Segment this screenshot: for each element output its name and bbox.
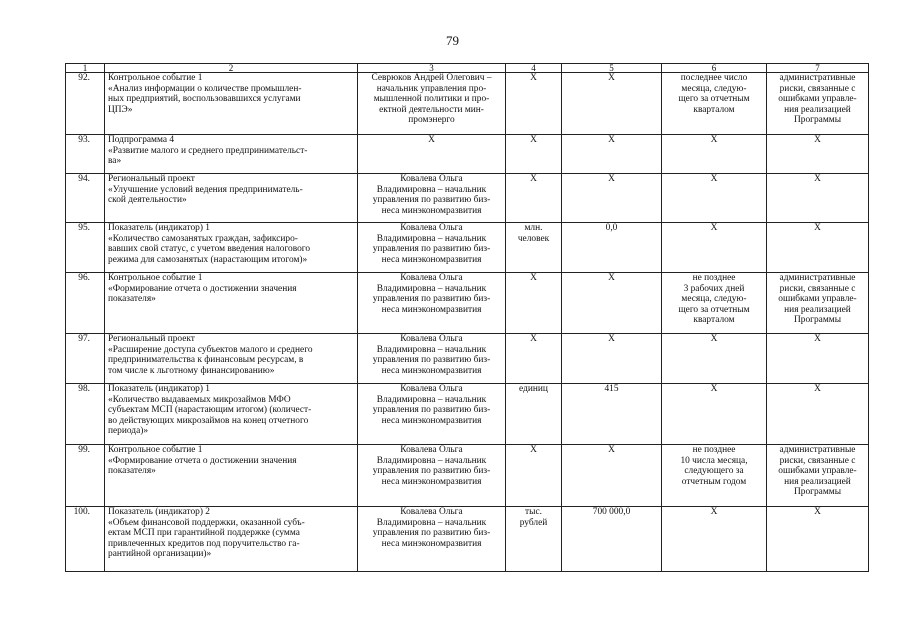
cell-line: «Формирование отчета о достижении значения	[108, 283, 297, 294]
deadline-cell	[662, 334, 767, 384]
cell-line: показателя»	[108, 294, 156, 305]
table-row	[66, 334, 869, 384]
cell-line: ской деятельности»	[108, 195, 187, 206]
header-cell: 4	[506, 64, 562, 73]
header-cell: 1	[66, 64, 105, 73]
cell-line: Ковалева Ольга	[400, 223, 463, 233]
value-cell	[562, 334, 662, 384]
header-cell: 7	[767, 64, 869, 73]
cell-line: X	[710, 507, 718, 517]
cell-line: 3 рабочих дней	[683, 283, 745, 294]
unit-cell	[506, 384, 562, 445]
cell-line: риски, связанные с	[779, 83, 856, 94]
responsible-cell	[358, 507, 506, 572]
cell-line: X	[710, 223, 718, 233]
cell-line: X	[814, 384, 821, 394]
responsible-cell	[358, 73, 506, 135]
table-row	[66, 135, 869, 174]
event-name-cell	[105, 334, 358, 384]
cell-line: Владимировна – начальник	[376, 184, 487, 195]
cell-line: X	[530, 135, 537, 145]
value-cell	[562, 507, 662, 572]
cell-line: риски, связанные с	[779, 283, 856, 294]
cell-line: неса минэкономразвития	[381, 205, 482, 216]
cell-line: рублей	[519, 517, 548, 528]
cell-line: 0,0	[605, 223, 618, 233]
cell-line: 415	[604, 384, 619, 394]
table-row	[66, 445, 869, 507]
cell-line: административные	[779, 73, 856, 83]
cell-line: Региональный проект	[108, 334, 195, 344]
value-cell	[562, 135, 662, 174]
cell-line: ва»	[108, 156, 122, 167]
unit-cell	[506, 273, 562, 334]
cell-line: ных предприятий, воспользовавшихся услугами	[108, 94, 301, 105]
responsible-cell	[358, 273, 506, 334]
event-name-cell	[105, 174, 358, 223]
cell-line: Ковалева Ольга	[400, 174, 463, 184]
cell-line: Ковалева Ольга	[400, 507, 463, 517]
value-cell	[562, 73, 662, 135]
cell-line: X	[710, 334, 718, 344]
cell-line: управления по развитию биз-	[372, 466, 491, 477]
cell-line: рантийной организации)»	[108, 549, 212, 560]
cell-line: управления по развитию биз-	[372, 528, 491, 539]
table-row	[66, 174, 869, 223]
row-number: 93.	[66, 135, 105, 174]
row-number: 92.	[66, 73, 105, 135]
cell-line: ния реализацией	[784, 304, 851, 315]
cell-line: X	[710, 135, 718, 145]
cell-line: неса минэкономразвития	[381, 365, 482, 376]
deadline-cell	[662, 73, 767, 135]
risk-cell	[767, 73, 869, 135]
cell-line: единиц	[519, 384, 548, 394]
cell-line: вавших свой статус, с учетом введения налогового	[108, 244, 311, 255]
unit-cell	[506, 445, 562, 507]
cell-line: X	[530, 334, 537, 344]
cell-line: не позднее	[692, 273, 736, 283]
cell-line: млн.	[524, 223, 543, 233]
cell-line: Контрольное событие 1	[108, 73, 203, 83]
risk-cell	[767, 507, 869, 572]
risk-cell	[767, 334, 869, 384]
header-cell: 6	[662, 64, 767, 73]
row-number: 94.	[66, 174, 105, 223]
cell-line: X	[608, 135, 615, 145]
cell-line: Ковалева Ольга	[400, 384, 463, 394]
row-number: 96.	[66, 273, 105, 334]
row-number: 100.	[66, 507, 105, 572]
cell-line: X	[530, 73, 537, 83]
cell-line: неса минэкономразвития	[381, 538, 482, 549]
cell-line: тыс.	[525, 507, 542, 517]
cell-line: Владимировна – начальник	[376, 344, 487, 355]
cell-line: Программы	[793, 115, 841, 126]
cell-line: человек	[517, 233, 550, 244]
cell-line: «Развитие малого и среднего предпринимательст-	[108, 145, 308, 156]
cell-line: месяца, следую-	[681, 294, 747, 305]
cell-line: щего за отчетным	[678, 94, 750, 105]
header-cell: 3	[358, 64, 506, 73]
responsible-cell	[358, 384, 506, 445]
cell-line: следующего за	[684, 466, 744, 477]
responsible-cell	[358, 223, 506, 273]
cell-line: риски, связанные с	[779, 455, 856, 466]
cell-line: Программы	[793, 315, 841, 326]
event-name-cell	[105, 223, 358, 273]
unit-cell	[506, 135, 562, 174]
cell-line: управления по развитию биз-	[372, 294, 491, 305]
cell-line: административные	[779, 273, 856, 283]
table-row	[66, 223, 869, 273]
cell-line: 700 000,0	[592, 507, 631, 517]
cell-line: ЦПЭ»	[108, 104, 133, 115]
cell-line: том числе к льготному финансированию»	[108, 365, 275, 376]
cell-line: управления по развитию биз-	[372, 244, 491, 255]
value-cell	[562, 223, 662, 273]
unit-cell	[506, 73, 562, 135]
cell-line: X	[530, 174, 537, 184]
risk-cell	[767, 445, 869, 507]
cell-line: Владимировна – начальник	[376, 517, 487, 528]
cell-line: Ковалева Ольга	[400, 273, 463, 283]
responsible-cell	[358, 135, 506, 174]
cell-line: ектам МСП при гарантийной поддержке (сумма	[108, 528, 300, 539]
cell-line: неса минэкономразвития	[381, 304, 482, 315]
cell-line: Владимировна – начальник	[376, 283, 487, 294]
value-cell	[562, 273, 662, 334]
cell-line: показателя»	[108, 466, 156, 477]
unit-cell	[506, 223, 562, 273]
cell-line: Показатель (индикатор) 2	[108, 507, 210, 517]
cell-line: Контрольное событие 1	[108, 273, 203, 283]
header-cell: 5	[562, 64, 662, 73]
event-name-cell	[105, 273, 358, 334]
cell-line: X	[608, 445, 615, 455]
table-row	[66, 507, 869, 572]
cell-line: Показатель (индикатор) 1	[108, 384, 210, 394]
cell-line: кварталом	[693, 104, 735, 115]
table-row	[66, 73, 869, 135]
cell-line: «Расширение доступа субъектов малого и среднего	[108, 344, 313, 355]
cell-line: X	[814, 135, 821, 145]
cell-line: 10 числа месяца,	[680, 455, 748, 466]
cell-line: ошибками управле-	[778, 94, 857, 105]
page-number: 79	[446, 33, 459, 48]
cell-line: X	[608, 73, 615, 83]
unit-cell	[506, 507, 562, 572]
cell-line: управления по развитию биз-	[372, 355, 491, 366]
value-cell	[562, 445, 662, 507]
cell-line: X	[530, 273, 537, 283]
event-name-cell	[105, 73, 358, 135]
cell-line: Контрольное событие 1	[108, 445, 203, 455]
cell-line: начальник управления про-	[376, 83, 487, 94]
header-cell: 2	[105, 64, 358, 73]
row-number: 99.	[66, 445, 105, 507]
risk-cell	[767, 135, 869, 174]
cell-line: административные	[779, 445, 856, 455]
cell-line: Владимировна – начальник	[376, 455, 487, 466]
event-name-cell	[105, 507, 358, 572]
cell-line: привлеченных кредитов под поручительство га-	[108, 538, 300, 549]
cell-line: ектной деятельности мин-	[379, 104, 484, 115]
cell-line: режима для самозанятых (нарастающим итогом)»	[108, 254, 308, 265]
cell-line: Подпрограмма 4	[108, 135, 175, 145]
cell-line: неса минэкономразвития	[381, 254, 482, 265]
cell-line: ошибками управле-	[778, 466, 857, 477]
cell-line: неса минэкономразвития	[381, 415, 482, 426]
cell-line: «Количество самозанятых граждан, зафиксиро-	[108, 233, 298, 244]
risk-cell	[767, 223, 869, 273]
cell-line: месяца, следую-	[681, 83, 747, 94]
cell-line: Показатель (индикатор) 1	[108, 223, 210, 233]
risk-cell	[767, 273, 869, 334]
cell-line: субъектам МСП (нарастающим итогом) (количест-	[108, 405, 312, 416]
cell-line: X	[428, 135, 435, 145]
cell-line: не позднее	[692, 445, 736, 455]
value-cell	[562, 384, 662, 445]
cell-line: X	[608, 174, 615, 184]
cell-line: щего за отчетным	[678, 304, 750, 315]
row-number: 98.	[66, 384, 105, 445]
cell-line: X	[608, 334, 615, 344]
cell-line: последнее число	[680, 73, 748, 83]
cell-line: X	[710, 384, 718, 394]
program-table	[65, 63, 869, 572]
table-row	[66, 384, 869, 445]
cell-line: кварталом	[693, 315, 735, 326]
cell-line: Региональный проект	[108, 174, 195, 184]
event-name-cell	[105, 445, 358, 507]
cell-line: во действующих микрозаймов на конец отчетного	[108, 415, 309, 426]
event-name-cell	[105, 135, 358, 174]
cell-line: Ковалева Ольга	[400, 445, 463, 455]
risk-cell	[767, 384, 869, 445]
cell-line: неса минэкономразвития	[381, 476, 482, 487]
unit-cell	[506, 174, 562, 223]
cell-line: ошибками управле-	[778, 294, 857, 305]
cell-line: отчетным годом	[681, 476, 747, 487]
cell-line: периода)»	[108, 426, 149, 437]
cell-line: Программы	[793, 487, 841, 498]
row-number: 95.	[66, 223, 105, 273]
risk-cell	[767, 174, 869, 223]
deadline-cell	[662, 384, 767, 445]
cell-line: X	[814, 223, 821, 233]
row-number: 97.	[66, 334, 105, 384]
cell-line: предпринимательства к финансовым ресурсам, в	[108, 355, 304, 366]
cell-line: X	[814, 174, 821, 184]
cell-line: X	[608, 273, 615, 283]
cell-line: «Улучшение условий ведения предприниматель-	[108, 184, 303, 195]
deadline-cell	[662, 273, 767, 334]
cell-line: промэнерго	[408, 115, 455, 126]
deadline-cell	[662, 223, 767, 273]
responsible-cell	[358, 445, 506, 507]
cell-line: Ковалева Ольга	[400, 334, 463, 344]
cell-line: ния реализацией	[784, 476, 851, 487]
cell-line: управления по развитию биз-	[372, 195, 491, 206]
table-header-row	[66, 64, 869, 73]
cell-line: Владимировна – начальник	[376, 394, 487, 405]
responsible-cell	[358, 334, 506, 384]
cell-line: X	[710, 174, 718, 184]
cell-line: мышленной политики и про-	[373, 94, 490, 105]
responsible-cell	[358, 174, 506, 223]
cell-line: управления по развитию биз-	[372, 405, 491, 416]
deadline-cell	[662, 174, 767, 223]
table-row	[66, 273, 869, 334]
cell-line: Севрюков Андрей Олегович –	[371, 73, 492, 83]
value-cell	[562, 174, 662, 223]
cell-line: Владимировна – начальник	[376, 233, 487, 244]
event-name-cell	[105, 384, 358, 445]
cell-line: «Количество выдаваемых микрозаймов МФО	[108, 394, 291, 405]
cell-line: X	[814, 334, 821, 344]
deadline-cell	[662, 445, 767, 507]
cell-line: «Объем финансовой поддержки, оказанной субъ-	[108, 517, 305, 528]
cell-line: X	[814, 507, 821, 517]
unit-cell	[506, 334, 562, 384]
cell-line: ния реализацией	[784, 104, 851, 115]
cell-line: «Формирование отчета о достижении значения	[108, 455, 297, 466]
deadline-cell	[662, 507, 767, 572]
cell-line: «Анализ информации о количестве промышлен-	[108, 83, 302, 94]
deadline-cell	[662, 135, 767, 174]
cell-line: X	[530, 445, 537, 455]
